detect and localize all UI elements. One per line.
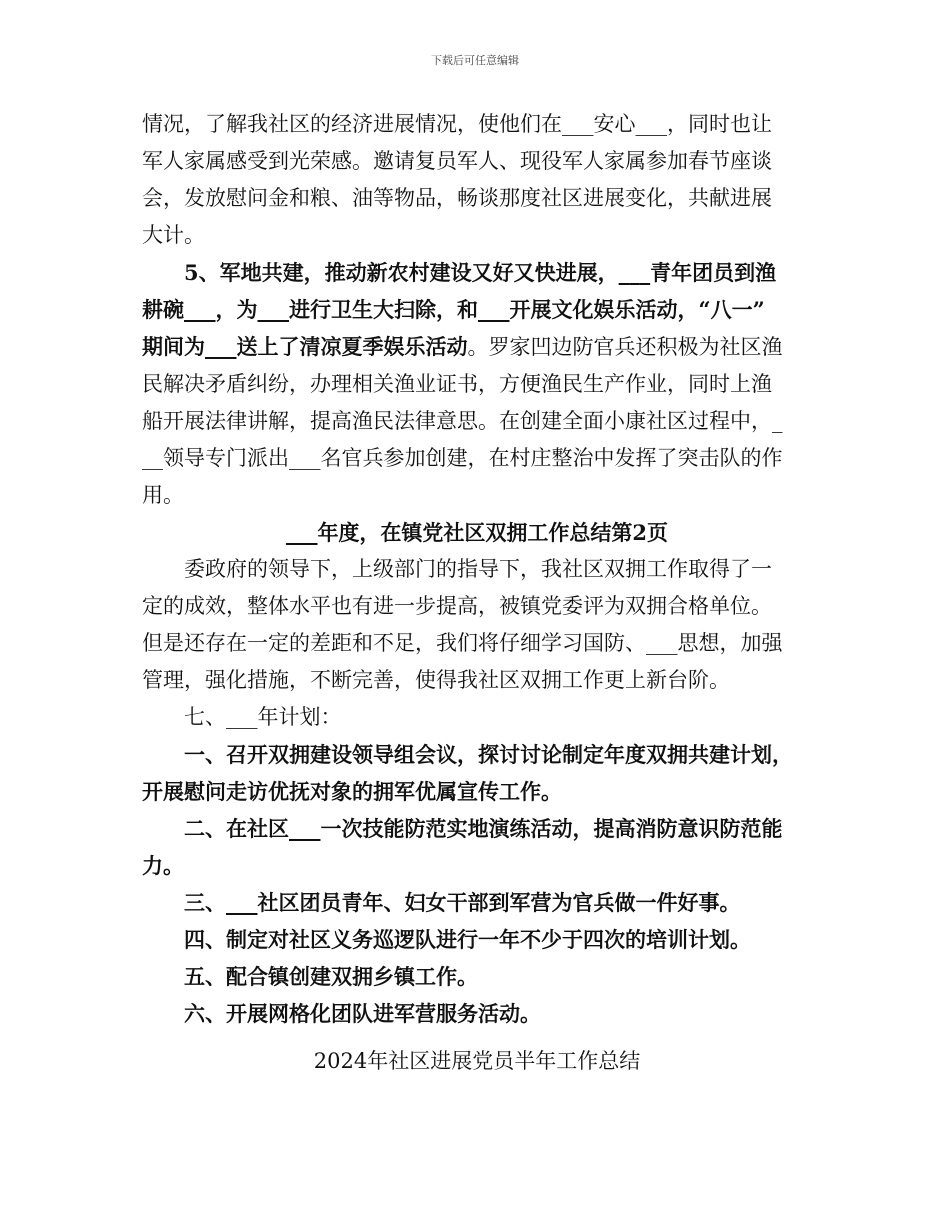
section1-line-1: 情况，了解我社区的经济进展情况，使他们在___安心___，同时也让	[142, 112, 772, 136]
page-header-note: 下载后可任意编辑	[431, 54, 519, 67]
plan-item-1-line-1: 一、召开双拥建设领导组会议，探讨讨论制定年度双拥共建计划，	[184, 742, 793, 767]
section1-line-4: 大计。	[142, 223, 205, 247]
document-body	[142, 106, 812, 1080]
plan-item-2-line-2: 力。	[142, 853, 184, 878]
section2-line-4: 民解决矛盾纠纷，办理相关渔业证书，方便渔民生产作业，同时上渔	[142, 372, 772, 396]
plan-item-6: 六、开展网格化团队进军营服务活动。	[184, 1001, 541, 1026]
plan-item-1-line-2: 开展慰问走访优抚对象的拥军优属宣传工作。	[142, 779, 562, 804]
plan-item-2-line-1: 二、在社区___一次技能防范实地演练活动，提高消防意识防范能	[184, 816, 783, 841]
plan-item-3: 三、___社区团员青年、妇女干部到军营为官兵做一件好事。	[184, 890, 741, 915]
section2-line-3	[142, 328, 812, 366]
section2-line-3-rest: 。罗家凹边防官兵还积极为社区渔	[467, 335, 783, 359]
section2-line-5: 船开展法律讲解，提高渔民法律意思。在创建全面小康社区过程中，_	[142, 409, 783, 433]
section2-line-1: 5、军地共建，推动新农村建设又好又快进展，___青年团员到渔	[184, 260, 777, 285]
section2-line-6: __领导专门派出___名官兵参加创建，在村庄整治中发挥了突击队的作	[142, 446, 783, 470]
section3-line-4: 管理，强化措施，不断完善，使得我社区双拥工作更上新台阶。	[142, 668, 730, 692]
section2-line-2: 耕碗___，为___进行卫生大扫除，和___开展文化娱乐活动，“八一”	[142, 297, 765, 322]
section1-line-3: 会，发放慰问金和粮、油等物品，畅谈那度社区进展变化，共献进展	[142, 186, 772, 210]
plan-heading: 七、___年计划：	[184, 705, 342, 729]
section1-line-2: 军人家属感受到光荣感。邀请复员军人、现役军人家属参加春节座谈	[142, 149, 772, 173]
section3-line-2: 定的成效，整体水平也有进一步提高，被镇党委评为双拥合格单位。	[142, 594, 772, 618]
plan-item-4: 四、制定对社区义务巡逻队进行一年不少于四次的培训计划。	[184, 927, 751, 952]
section2-line-7: 用。	[142, 483, 184, 507]
section3-line-1: 委政府的领导下，上级部门的指导下，我社区双拥工作取得了一	[184, 557, 772, 581]
section-title: ___年度，在镇党社区双拥工作总结第2页	[285, 520, 669, 545]
section3-line-3: 但是还存在一定的差距和不足，我们将仔细学习国防、___思想，加强	[142, 631, 783, 655]
next-document-title: 2024年社区进展党员半年工作总结	[313, 1049, 641, 1073]
plan-item-5: 五、配合镇创建双拥乡镇工作。	[184, 964, 478, 989]
section2-line-3-bold: 期间为___送上了清凉夏季娱乐活动	[142, 334, 468, 359]
